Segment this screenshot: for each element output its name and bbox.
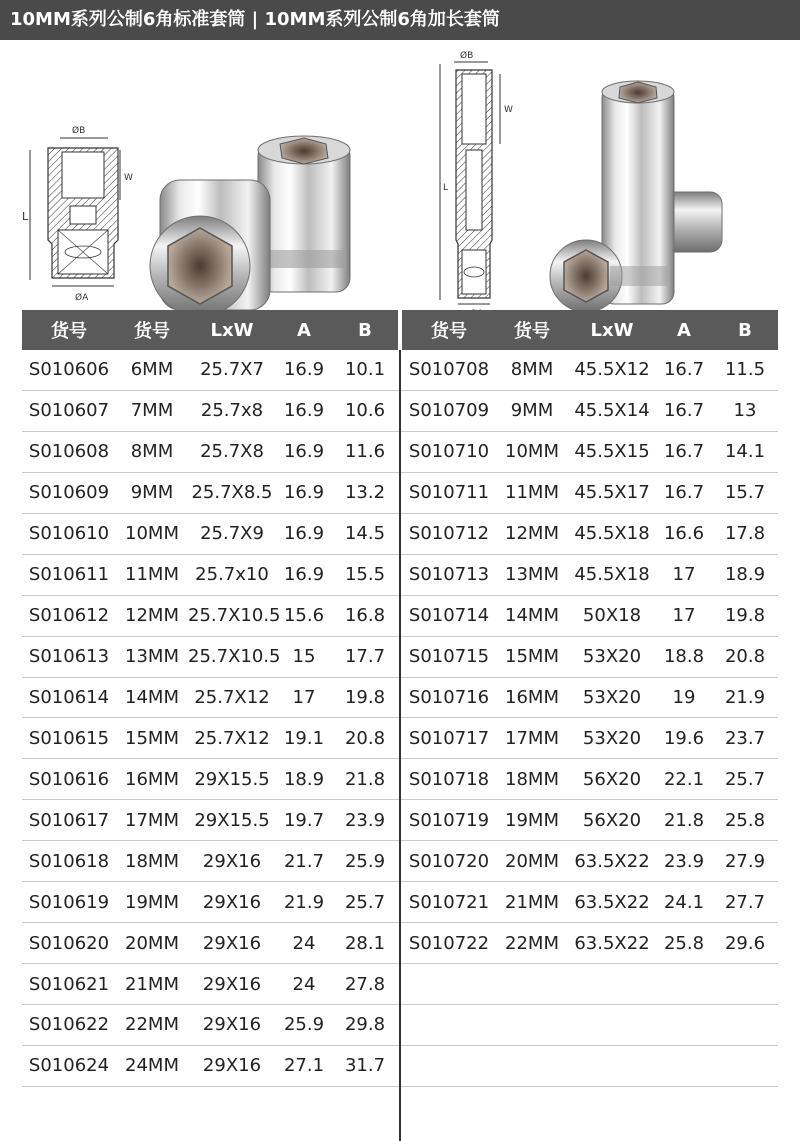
- cell-b: 27.7: [724, 891, 766, 913]
- table-row-left: [22, 564, 398, 585]
- table-row-right: [402, 728, 778, 749]
- cell-item-no: S010720: [408, 850, 490, 872]
- cell-item-no: S010618: [28, 850, 110, 872]
- cell-b: 25.7: [344, 891, 386, 913]
- cell-item-no: S010711: [408, 482, 490, 504]
- cell-size: 6MM: [130, 359, 174, 381]
- cell-item-no: S010609: [28, 482, 110, 504]
- cell-item-no: S010617: [28, 809, 110, 831]
- cell-a: 16.9: [283, 441, 325, 463]
- cell-b: 18.9: [724, 564, 766, 586]
- cell-size: 18MM: [125, 850, 179, 872]
- cell-a: 16.9: [283, 564, 325, 586]
- table-row-right: [402, 769, 778, 790]
- deep-label-b: ØB: [460, 51, 474, 61]
- cell-b: 10.1: [344, 359, 386, 381]
- cell-b: 13: [733, 400, 757, 422]
- cell-lxw: 45.5X18: [574, 523, 650, 545]
- cell-a: 16.9: [283, 359, 325, 381]
- standard-socket-drawing: [22, 125, 133, 303]
- col-header-lxw: LxW: [210, 319, 254, 341]
- cell-b: 29.8: [344, 1014, 386, 1036]
- cell-a: 24: [292, 932, 316, 954]
- std-label-l: L: [22, 210, 29, 223]
- cell-lxw: 29X16: [202, 891, 262, 913]
- cell-lxw: 56X20: [582, 809, 642, 831]
- deep-socket-photo: [550, 81, 722, 312]
- cell-size: 12MM: [125, 605, 179, 627]
- product-illustration: [0, 40, 800, 310]
- cell-lxw: 25.7X12: [194, 727, 270, 749]
- cell-item-no: S010607: [28, 400, 110, 422]
- table-row-left: [22, 851, 398, 872]
- cell-lxw: 29X15.5: [194, 809, 270, 831]
- cell-item-no: S010708: [408, 359, 490, 381]
- cell-a: 16.6: [663, 523, 705, 545]
- table-header-left: [22, 310, 398, 350]
- cell-size: 19MM: [505, 809, 559, 831]
- col-header-size: 货号: [514, 321, 550, 342]
- cell-a: 16.9: [283, 482, 325, 504]
- std-label-w: W: [124, 173, 133, 183]
- cell-b: 17.7: [344, 646, 386, 668]
- col-header-a: A: [677, 319, 691, 341]
- table-row-right: [402, 851, 778, 872]
- cell-item-no: S010621: [28, 973, 110, 995]
- cell-lxw: 25.7X7: [200, 359, 264, 381]
- cell-size: 16MM: [125, 768, 179, 790]
- cell-item-no: S010710: [408, 441, 490, 463]
- cell-lxw: 56X20: [582, 768, 642, 790]
- cell-size: 14MM: [505, 605, 559, 627]
- cell-lxw: 25.7X10.5: [188, 646, 281, 668]
- cell-item-no: S010713: [408, 564, 490, 586]
- deep-label-w: W: [504, 105, 513, 115]
- cell-b: 19.8: [344, 686, 386, 708]
- cell-lxw: 29X16: [202, 932, 262, 954]
- table-row-left: [22, 933, 398, 954]
- col-header-item-no: 货号: [51, 321, 87, 342]
- table-row-left: [22, 359, 398, 380]
- table-header-right: [402, 310, 778, 350]
- cell-b: 10.6: [344, 400, 386, 422]
- deep-socket-drawing: [440, 50, 513, 319]
- cell-lxw: 45.5X14: [574, 400, 650, 422]
- page-title: 10MM系列公制6角标准套筒 | 10MM系列公制6角加长套筒: [0, 0, 800, 40]
- cell-a: 17: [672, 605, 696, 627]
- cell-lxw: 45.5X18: [574, 564, 650, 586]
- table-row-left: [22, 687, 398, 708]
- std-label-b: ØB: [72, 126, 86, 136]
- cell-item-no: S010610: [28, 523, 110, 545]
- cell-b: 15.7: [724, 482, 766, 504]
- cell-item-no: S010719: [408, 809, 490, 831]
- cell-lxw: 29X15.5: [194, 768, 270, 790]
- cell-size: 16MM: [505, 686, 559, 708]
- cell-a: 18.8: [663, 646, 705, 668]
- table-row-left: [22, 646, 398, 667]
- cell-lxw: 53X20: [582, 686, 642, 708]
- cell-a: 15.6: [283, 605, 325, 627]
- cell-a: 19.6: [663, 727, 705, 749]
- cell-b: 11.5: [724, 359, 766, 381]
- cell-size: 12MM: [505, 523, 559, 545]
- table-row-left: [22, 728, 398, 749]
- cell-item-no: S010612: [28, 605, 110, 627]
- cell-a: 19.1: [283, 727, 325, 749]
- cell-size: 10MM: [505, 441, 559, 463]
- cell-a: 22.1: [663, 768, 705, 790]
- cell-size: 14MM: [125, 686, 179, 708]
- cell-item-no: S010615: [28, 727, 110, 749]
- table-row-left: [22, 974, 398, 995]
- table-row-left: [22, 769, 398, 790]
- table-row-left: [22, 400, 398, 421]
- cell-size: 22MM: [505, 932, 559, 954]
- cell-item-no: S010709: [408, 400, 490, 422]
- table-row-right: [402, 359, 778, 380]
- cell-b: 14.5: [344, 523, 386, 545]
- deep-label-l: L: [443, 183, 449, 193]
- col-header-b: B: [358, 319, 372, 341]
- cell-a: 21.7: [283, 850, 325, 872]
- cell-lxw: 53X20: [582, 727, 642, 749]
- cell-item-no: S010715: [408, 646, 490, 668]
- table-row-left: [22, 441, 398, 462]
- cell-item-no: S010712: [408, 523, 490, 545]
- table-row-right: [402, 892, 778, 913]
- cell-lxw: 29X16: [202, 1055, 262, 1077]
- cell-item-no: S010611: [28, 564, 110, 586]
- cell-b: 21.9: [724, 686, 766, 708]
- cell-b: 23.9: [344, 809, 386, 831]
- cell-b: 16.8: [344, 605, 386, 627]
- cell-size: 17MM: [505, 727, 559, 749]
- cell-item-no: S010721: [408, 891, 490, 913]
- cell-lxw: 63.5X22: [574, 932, 650, 954]
- cell-a: 18.9: [283, 768, 325, 790]
- table-header-row: [22, 310, 778, 350]
- table-row-left: [22, 605, 398, 626]
- cell-b: 31.7: [344, 1055, 386, 1077]
- cell-size: 18MM: [505, 768, 559, 790]
- cell-b: 28.1: [344, 932, 386, 954]
- spec-table: [22, 310, 778, 1087]
- cell-size: 15MM: [125, 727, 179, 749]
- cell-b: 20.8: [724, 646, 766, 668]
- cell-item-no: S010606: [28, 359, 110, 381]
- cell-lxw: 25.7X8.5: [191, 482, 273, 504]
- col-header-b: B: [738, 319, 752, 341]
- table-row-right: [402, 564, 778, 585]
- cell-a: 21.9: [283, 891, 325, 913]
- cell-a: 27.1: [283, 1055, 325, 1077]
- table-row-left: [22, 1014, 398, 1035]
- cell-a: 24.1: [663, 891, 705, 913]
- cell-a: 19: [672, 686, 696, 708]
- cell-size: 20MM: [125, 932, 179, 954]
- cell-lxw: 63.5X22: [574, 891, 650, 913]
- cell-item-no: S010716: [408, 686, 490, 708]
- cell-size: 21MM: [505, 891, 559, 913]
- cell-item-no: S010613: [28, 646, 110, 668]
- cell-lxw: 45.5X15: [574, 441, 650, 463]
- cell-item-no: S010619: [28, 891, 110, 913]
- standard-socket-photo: [150, 136, 350, 316]
- cell-item-no: S010620: [28, 932, 110, 954]
- cell-b: 20.8: [344, 727, 386, 749]
- cell-b: 25.9: [344, 850, 386, 872]
- cell-b: 25.8: [724, 809, 766, 831]
- cell-size: 8MM: [510, 359, 554, 381]
- cell-lxw: 25.7x8: [200, 400, 264, 422]
- cell-size: 8MM: [130, 441, 174, 463]
- table-body: [22, 350, 778, 1087]
- cell-b: 19.8: [724, 605, 766, 627]
- cell-lxw: 50X18: [582, 605, 642, 627]
- col-header-lxw: LxW: [590, 319, 634, 341]
- cell-size: 19MM: [125, 891, 179, 913]
- cell-b: 17.8: [724, 523, 766, 545]
- cell-lxw: 29X16: [202, 1014, 262, 1036]
- cell-lxw: 45.5X12: [574, 359, 650, 381]
- cell-a: 17: [292, 686, 316, 708]
- cell-size: 22MM: [125, 1014, 179, 1036]
- cell-size: 13MM: [125, 646, 179, 668]
- cell-a: 24: [292, 973, 316, 995]
- cell-item-no: S010608: [28, 441, 110, 463]
- cell-size: 10MM: [125, 523, 179, 545]
- col-header-size: 货号: [134, 321, 170, 342]
- cell-item-no: S010717: [408, 727, 490, 749]
- cell-item-no: S010614: [28, 686, 110, 708]
- table-row-left: [22, 482, 398, 503]
- cell-lxw: 25.7X12: [194, 686, 270, 708]
- cell-size: 13MM: [505, 564, 559, 586]
- col-header-item-no: 货号: [431, 321, 467, 342]
- cell-a: 16.7: [663, 359, 705, 381]
- cell-a: 16.9: [283, 523, 325, 545]
- cell-lxw: 25.7X8: [200, 441, 264, 463]
- cell-size: 9MM: [130, 482, 174, 504]
- cell-a: 19.7: [283, 809, 325, 831]
- cell-size: 11MM: [125, 564, 179, 586]
- cell-lxw: 25.7x10: [195, 564, 269, 586]
- table-row-right: [402, 523, 778, 544]
- cell-b: 21.8: [344, 768, 386, 790]
- cell-item-no: S010714: [408, 605, 490, 627]
- cell-b: 14.1: [724, 441, 766, 463]
- cell-size: 21MM: [125, 973, 179, 995]
- cell-size: 24MM: [125, 1055, 179, 1077]
- table-row-right: [402, 441, 778, 462]
- cell-a: 16.9: [283, 400, 325, 422]
- cell-item-no: S010616: [28, 768, 110, 790]
- cell-a: 16.7: [663, 482, 705, 504]
- cell-b: 11.6: [344, 441, 386, 463]
- column-divider: [399, 350, 401, 1141]
- cell-a: 21.8: [663, 809, 705, 831]
- table-row-right: [402, 482, 778, 503]
- cell-a: 17: [672, 564, 696, 586]
- cell-a: 16.7: [663, 441, 705, 463]
- table-row-left: [22, 1055, 398, 1076]
- table-row-left: [22, 892, 398, 913]
- cell-a: 25.9: [283, 1014, 325, 1036]
- cell-lxw: 25.7X9: [200, 523, 264, 545]
- cell-a: 15: [292, 646, 316, 668]
- cell-b: 27.9: [724, 850, 766, 872]
- cell-size: 17MM: [125, 809, 179, 831]
- cell-item-no: S010624: [28, 1055, 110, 1077]
- table-row-left: [22, 523, 398, 544]
- cell-lxw: 29X16: [202, 973, 262, 995]
- cell-a: 23.9: [663, 850, 705, 872]
- cell-b: 15.5: [344, 564, 386, 586]
- cell-b: 27.8: [344, 973, 386, 995]
- cell-b: 13.2: [344, 482, 386, 504]
- table-row-right: [402, 646, 778, 667]
- table-row-left: [22, 810, 398, 831]
- cell-lxw: 53X20: [582, 646, 642, 668]
- cell-b: 23.7: [724, 727, 766, 749]
- cell-size: 15MM: [505, 646, 559, 668]
- socket-diagrams: [0, 40, 800, 310]
- table-row-right: [402, 605, 778, 626]
- cell-size: 20MM: [505, 850, 559, 872]
- cell-item-no: S010722: [408, 932, 490, 954]
- table-row-right: [402, 687, 778, 708]
- cell-size: 9MM: [510, 400, 554, 422]
- cell-a: 16.7: [663, 400, 705, 422]
- table-row-right: [402, 810, 778, 831]
- cell-size: 11MM: [505, 482, 559, 504]
- cell-item-no: S010718: [408, 768, 490, 790]
- table-row-right: [402, 933, 778, 954]
- std-label-a: ØA: [75, 293, 89, 303]
- cell-lxw: 25.7X10.5: [188, 605, 281, 627]
- cell-lxw: 63.5X22: [574, 850, 650, 872]
- cell-b: 29.6: [724, 932, 766, 954]
- table-row-right: [402, 400, 778, 421]
- cell-lxw: 29X16: [202, 850, 262, 872]
- cell-b: 25.7: [724, 768, 766, 790]
- cell-a: 25.8: [663, 932, 705, 954]
- cell-item-no: S010622: [28, 1014, 110, 1036]
- cell-size: 7MM: [130, 400, 174, 422]
- cell-lxw: 45.5X17: [574, 482, 650, 504]
- col-header-a: A: [297, 319, 311, 341]
